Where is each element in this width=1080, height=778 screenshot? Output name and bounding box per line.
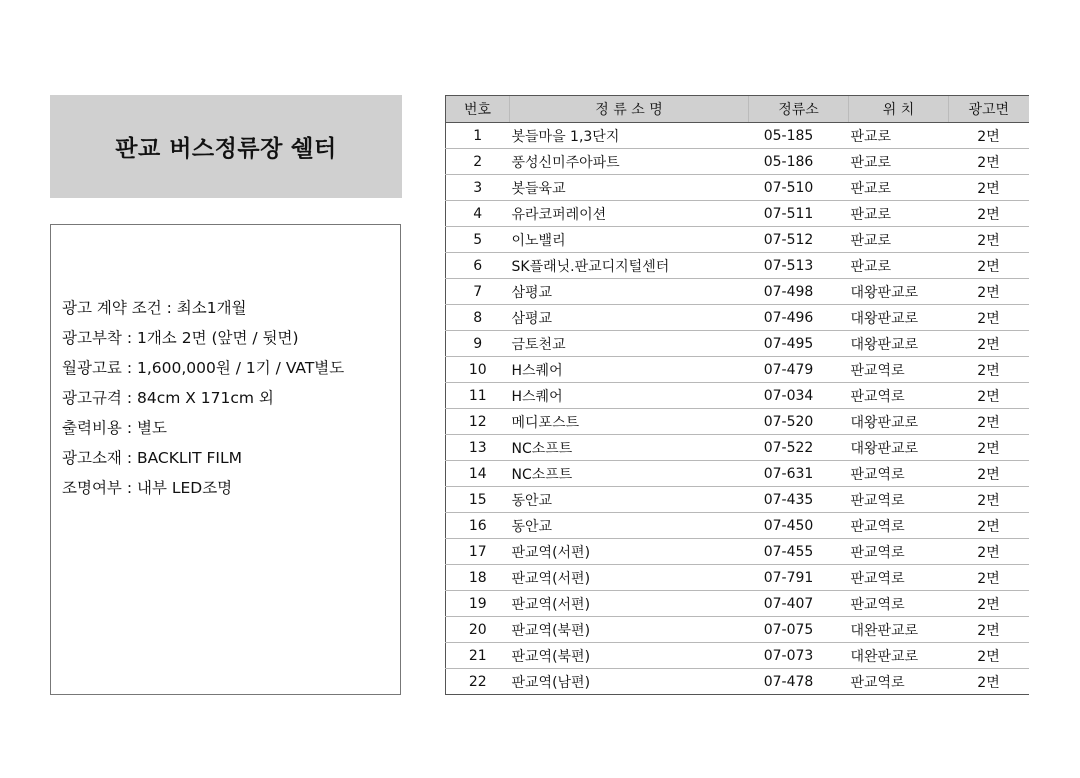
cell-stop-code: 07-407 <box>749 591 849 617</box>
cell-number: 21 <box>446 643 510 669</box>
cell-ad-faces: 2면 <box>949 331 1029 357</box>
cell-number: 10 <box>446 357 510 383</box>
cell-location: 판교로 <box>849 123 949 149</box>
cell-stop-name: 메디포스트 <box>510 409 749 435</box>
cell-ad-faces: 2면 <box>949 617 1029 643</box>
cell-number: 6 <box>446 253 510 279</box>
cell-number: 13 <box>446 435 510 461</box>
cell-ad-faces: 2면 <box>949 669 1029 695</box>
cell-ad-faces: 2면 <box>949 149 1029 175</box>
header-stop-name: 정 류 소 명 <box>510 96 749 123</box>
cell-number: 3 <box>446 175 510 201</box>
cell-stop-name: 풍성신미주아파트 <box>510 149 749 175</box>
cell-ad-faces: 2면 <box>949 591 1029 617</box>
cell-location: 판교역로 <box>849 591 949 617</box>
info-item: 조명여부 : 내부 LED조명 <box>62 479 233 497</box>
cell-stop-name: NC소프트 <box>510 435 749 461</box>
cell-stop-code: 05-185 <box>749 123 849 149</box>
table-body <box>446 123 1029 695</box>
cell-ad-faces: 2면 <box>949 227 1029 253</box>
page-title: 판교 버스정류장 쉘터 <box>115 136 337 162</box>
cell-stop-code: 07-520 <box>749 409 849 435</box>
cell-stop-code: 07-495 <box>749 331 849 357</box>
cell-location: 판교역로 <box>849 539 949 565</box>
cell-stop-name: H스퀘어 <box>510 383 749 409</box>
cell-ad-faces: 2면 <box>949 175 1029 201</box>
cell-number: 1 <box>446 123 510 149</box>
table-row <box>446 357 1029 383</box>
cell-stop-code: 05-186 <box>749 149 849 175</box>
table-row <box>446 617 1029 643</box>
cell-ad-faces: 2면 <box>949 279 1029 305</box>
cell-location: 대완판교로 <box>849 643 949 669</box>
cell-location: 대왕판교로 <box>849 409 949 435</box>
cell-number: 15 <box>446 487 510 513</box>
title-box <box>50 95 402 198</box>
cell-stop-code: 07-510 <box>749 175 849 201</box>
info-item: 출력비용 : 별도 <box>62 419 167 437</box>
table-row <box>446 123 1029 149</box>
cell-ad-faces: 2면 <box>949 253 1029 279</box>
cell-stop-name: 판교역(서편) <box>510 565 749 591</box>
cell-ad-faces: 2면 <box>949 643 1029 669</box>
cell-stop-code: 07-478 <box>749 669 849 695</box>
cell-number: 8 <box>446 305 510 331</box>
cell-location: 판교역로 <box>849 513 949 539</box>
cell-location: 대왕판교로 <box>849 435 949 461</box>
cell-ad-faces: 2면 <box>949 357 1029 383</box>
table-row <box>446 435 1029 461</box>
cell-location: 판교로 <box>849 175 949 201</box>
table-row <box>446 565 1029 591</box>
cell-stop-name: 이노밸리 <box>510 227 749 253</box>
cell-stop-code: 07-513 <box>749 253 849 279</box>
cell-stop-name: 삼평교 <box>510 305 749 331</box>
cell-stop-name: 판교역(서편) <box>510 539 749 565</box>
cell-stop-name: 판교역(북편) <box>510 643 749 669</box>
cell-location: 판교역로 <box>849 383 949 409</box>
cell-location: 대왕판교로 <box>849 305 949 331</box>
cell-stop-code: 07-455 <box>749 539 849 565</box>
table-row <box>446 201 1029 227</box>
cell-stop-code: 07-075 <box>749 617 849 643</box>
cell-number: 2 <box>446 149 510 175</box>
info-item: 월광고료 : 1,600,000원 / 1기 / VAT별도 <box>62 359 345 377</box>
cell-ad-faces: 2면 <box>949 305 1029 331</box>
cell-stop-code: 07-435 <box>749 487 849 513</box>
cell-number: 4 <box>446 201 510 227</box>
cell-stop-name: 동안교 <box>510 513 749 539</box>
cell-ad-faces: 2면 <box>949 123 1029 149</box>
table-row <box>446 539 1029 565</box>
info-item: 광고소재 : BACKLIT FILM <box>62 449 243 467</box>
cell-stop-name: 유라코퍼레이션 <box>510 201 749 227</box>
cell-ad-faces: 2면 <box>949 201 1029 227</box>
table-row <box>446 383 1029 409</box>
cell-stop-name: 봇들마을 1,3단지 <box>510 123 749 149</box>
table-row <box>446 175 1029 201</box>
cell-location: 판교로 <box>849 201 949 227</box>
info-list <box>62 293 344 503</box>
table-header-row <box>446 96 1029 123</box>
cell-stop-code: 07-034 <box>749 383 849 409</box>
table-row <box>446 643 1029 669</box>
cell-ad-faces: 2면 <box>949 383 1029 409</box>
info-item: 광고규격 : 84cm X 171cm 외 <box>62 389 274 407</box>
cell-location: 판교로 <box>849 149 949 175</box>
cell-stop-name: H스퀘어 <box>510 357 749 383</box>
cell-stop-name: 동안교 <box>510 487 749 513</box>
cell-number: 7 <box>446 279 510 305</box>
table-row <box>446 461 1029 487</box>
table-row <box>446 409 1029 435</box>
cell-number: 5 <box>446 227 510 253</box>
table-row <box>446 305 1029 331</box>
cell-location: 대왕판교로 <box>849 331 949 357</box>
cell-stop-code: 07-498 <box>749 279 849 305</box>
cell-ad-faces: 2면 <box>949 565 1029 591</box>
cell-ad-faces: 2면 <box>949 539 1029 565</box>
cell-ad-faces: 2면 <box>949 487 1029 513</box>
cell-stop-name: 판교역(서편) <box>510 591 749 617</box>
cell-stop-code: 07-522 <box>749 435 849 461</box>
table-row <box>446 331 1029 357</box>
cell-ad-faces: 2면 <box>949 461 1029 487</box>
cell-location: 대왕판교로 <box>849 279 949 305</box>
cell-stop-name: NC소프트 <box>510 461 749 487</box>
table-row <box>446 487 1029 513</box>
header-ad-faces: 광고면 <box>949 96 1029 123</box>
cell-stop-code: 07-631 <box>749 461 849 487</box>
cell-location: 판교역로 <box>849 461 949 487</box>
header-number: 번호 <box>446 96 510 123</box>
cell-number: 19 <box>446 591 510 617</box>
table-row <box>446 513 1029 539</box>
cell-location: 판교로 <box>849 227 949 253</box>
cell-number: 14 <box>446 461 510 487</box>
cell-stop-name: 판교역(북편) <box>510 617 749 643</box>
cell-number: 11 <box>446 383 510 409</box>
cell-stop-code: 07-450 <box>749 513 849 539</box>
cell-ad-faces: 2면 <box>949 513 1029 539</box>
cell-stop-name: SK플래닛.판교디지털센터 <box>510 253 749 279</box>
table-row <box>446 591 1029 617</box>
cell-location: 판교역로 <box>849 565 949 591</box>
cell-number: 16 <box>446 513 510 539</box>
cell-stop-code: 07-496 <box>749 305 849 331</box>
cell-location: 판교역로 <box>849 357 949 383</box>
header-location: 위 치 <box>849 96 949 123</box>
cell-ad-faces: 2면 <box>949 435 1029 461</box>
cell-number: 18 <box>446 565 510 591</box>
table-row <box>446 669 1029 695</box>
cell-stop-code: 07-791 <box>749 565 849 591</box>
table-row <box>446 253 1029 279</box>
cell-number: 17 <box>446 539 510 565</box>
cell-location: 판교역로 <box>849 669 949 695</box>
cell-stop-name: 봇들육교 <box>510 175 749 201</box>
cell-stop-code: 07-073 <box>749 643 849 669</box>
cell-number: 22 <box>446 669 510 695</box>
cell-location: 판교로 <box>849 253 949 279</box>
cell-number: 20 <box>446 617 510 643</box>
cell-stop-code: 07-511 <box>749 201 849 227</box>
cell-stop-code: 07-479 <box>749 357 849 383</box>
cell-location: 판교역로 <box>849 487 949 513</box>
header-stop-code: 정류소 <box>749 96 849 123</box>
table-row <box>446 149 1029 175</box>
cell-stop-code: 07-512 <box>749 227 849 253</box>
cell-location: 대완판교로 <box>849 617 949 643</box>
cell-stop-name: 판교역(남편) <box>510 669 749 695</box>
bus-stop-table <box>445 95 1029 695</box>
info-item: 광고부착 : 1개소 2면 (앞면 / 뒷면) <box>62 329 299 347</box>
info-item: 광고 계약 조건 : 최소1개월 <box>62 299 247 317</box>
table-row <box>446 227 1029 253</box>
cell-ad-faces: 2면 <box>949 409 1029 435</box>
cell-stop-name: 삼평교 <box>510 279 749 305</box>
cell-number: 12 <box>446 409 510 435</box>
table-row <box>446 279 1029 305</box>
info-box <box>50 224 401 695</box>
cell-stop-name: 금토천교 <box>510 331 749 357</box>
cell-number: 9 <box>446 331 510 357</box>
